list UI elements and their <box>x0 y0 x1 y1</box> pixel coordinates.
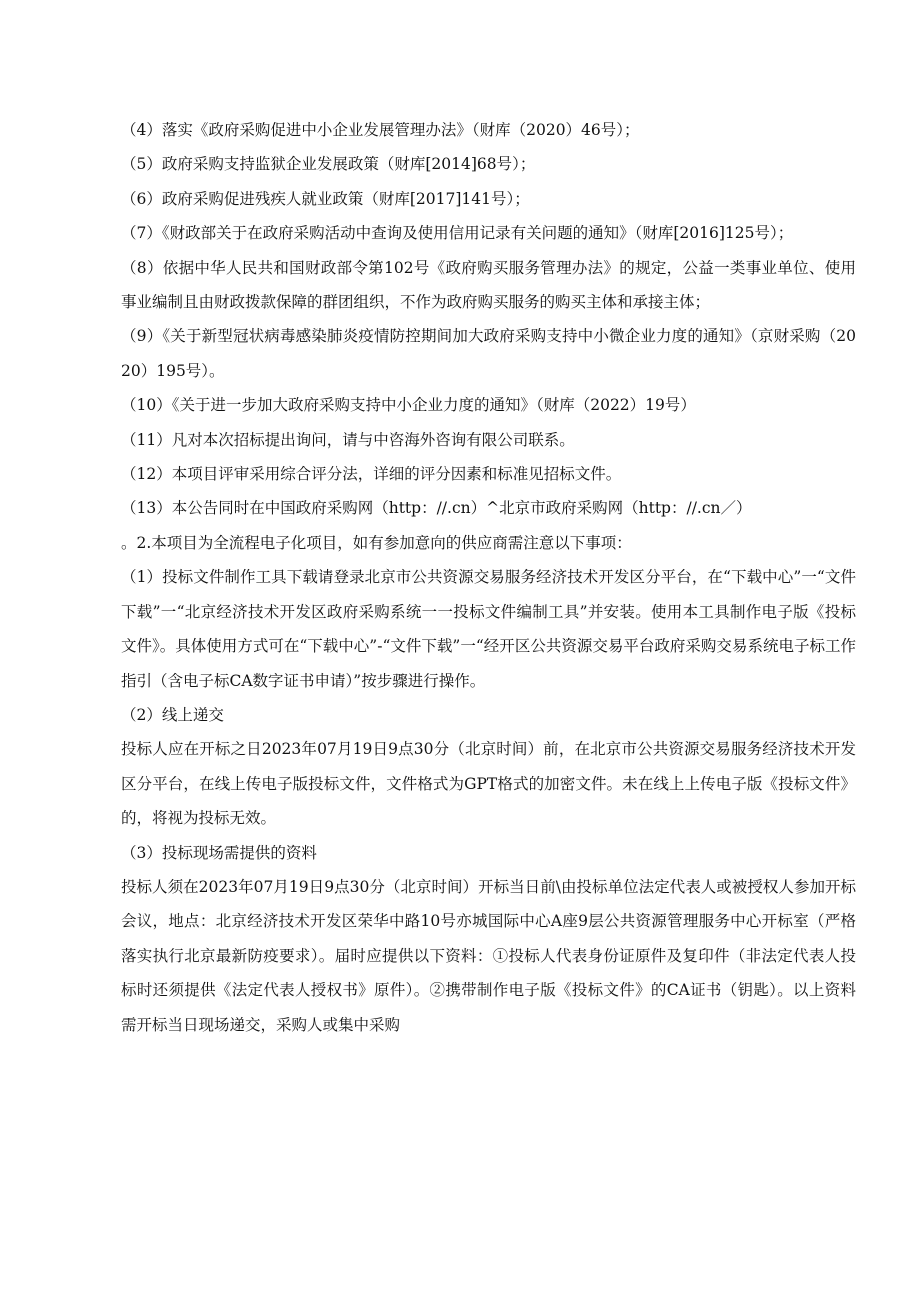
paragraph-onsite-materials-heading: （3）投标现场需提供的资料 <box>121 843 317 862</box>
paragraph-online-submit-body: 投标人应在开标之日2023年07月19日9点30分（北京时间）前，在北京市公共资源交易服务经济技术开发区分平台，在线上传电子版投标文件，文件格式为GPT格式的加密文件。未在线上上传电子版《投标文件》的，将视为投标无效。 <box>121 740 856 828</box>
paragraph-policy-9: （9）《关于新型冠状病毒感染肺炎疫情防控期间加大政府采购支持中小微企业力度的通知》（京财采购（2020）195号）。 <box>121 327 856 380</box>
paragraph-announcement-13: （13）本公告同时在中国政府采购网（http：//.cn）^北京市政府采购网（http：//.cn／） <box>121 499 752 518</box>
paragraph-tool-download-1: （1）投标文件制作工具下载请登录北京市公共资源交易服务经济技术开发区分平台，在“下载中心”一“文件下载”一“北京经济技术开发区政府采购系统一一投标文件编制工具”并安装。使用本工具制作电子版《投标文件》。具体使用方式可在“下载中心”-“文件下载”一“经开区公共资源交易平台政府采购交易系统电子标工作指引（含电子标CA数字证书申请）”按步骤进行操作。 <box>121 568 856 690</box>
paragraph-policy-8: （8）依据中华人民共和国财政部令第102号《政府购买服务管理办法》的规定，公益一类事业单位、使用事业编制且由财政拨款保障的群团组织，不作为政府购买服务的购买主体和承接主体； <box>121 258 856 312</box>
document-body <box>121 113 856 1042</box>
paragraph-onsite-materials-body: 投标人须在2023年07月19日9点30分（北京时间）开标当日前\由投标单位法定代表人或被授权人参加开标会议，地点：北京经济技术开发区荣华中路10号亦城国际中心A座9层公共资源管理服务中心开标室（严格落实执行北京最新防疫要求）。届时应提供以下资料：①投标人代表身份证原件及复印件（非法定代表人投标时还须提供《法定代表人授权书》原件）。②携带制作电子版《投标文件》的CA证书（钥匙）。以上资料需开标当日现场递交，采购人或集中采购 <box>121 877 856 1034</box>
paragraph-policy-5: （5）政府采购支持监狱企业发展政策（财库[2014]68号）； <box>121 155 536 174</box>
paragraph-policy-10: （10）《关于进一步加大政府采购支持中小企业力度的通知》（财库（2022）19号） <box>121 396 696 415</box>
paragraph-online-submit-heading: （2）线上递交 <box>121 705 224 724</box>
paragraph-policy-7: （7）《财政部关于在政府采购活动中查询及使用信用记录有关问题的通知》（财库[2016]125号）； <box>121 224 794 243</box>
paragraph-section-2-heading: 。2.本项目为全流程电子化项目，如有参加意向的供应商需注意以下事项： <box>121 533 632 552</box>
paragraph-policy-6: （6）政府采购促进残疾人就业政策（财库[2017]141号）； <box>121 189 530 208</box>
paragraph-evaluation-12: （12）本项目评审采用综合评分法，详细的评分因素和标准见招标文件。 <box>121 465 622 484</box>
paragraph-policy-4: （4）落实《政府采购促进中小企业发展管理办法》（财库（2020）46号）； <box>121 121 640 139</box>
paragraph-inquiry-11: （11）凡对本次招标提出询问，请与中咨海外咨询有限公司联系。 <box>121 430 575 449</box>
